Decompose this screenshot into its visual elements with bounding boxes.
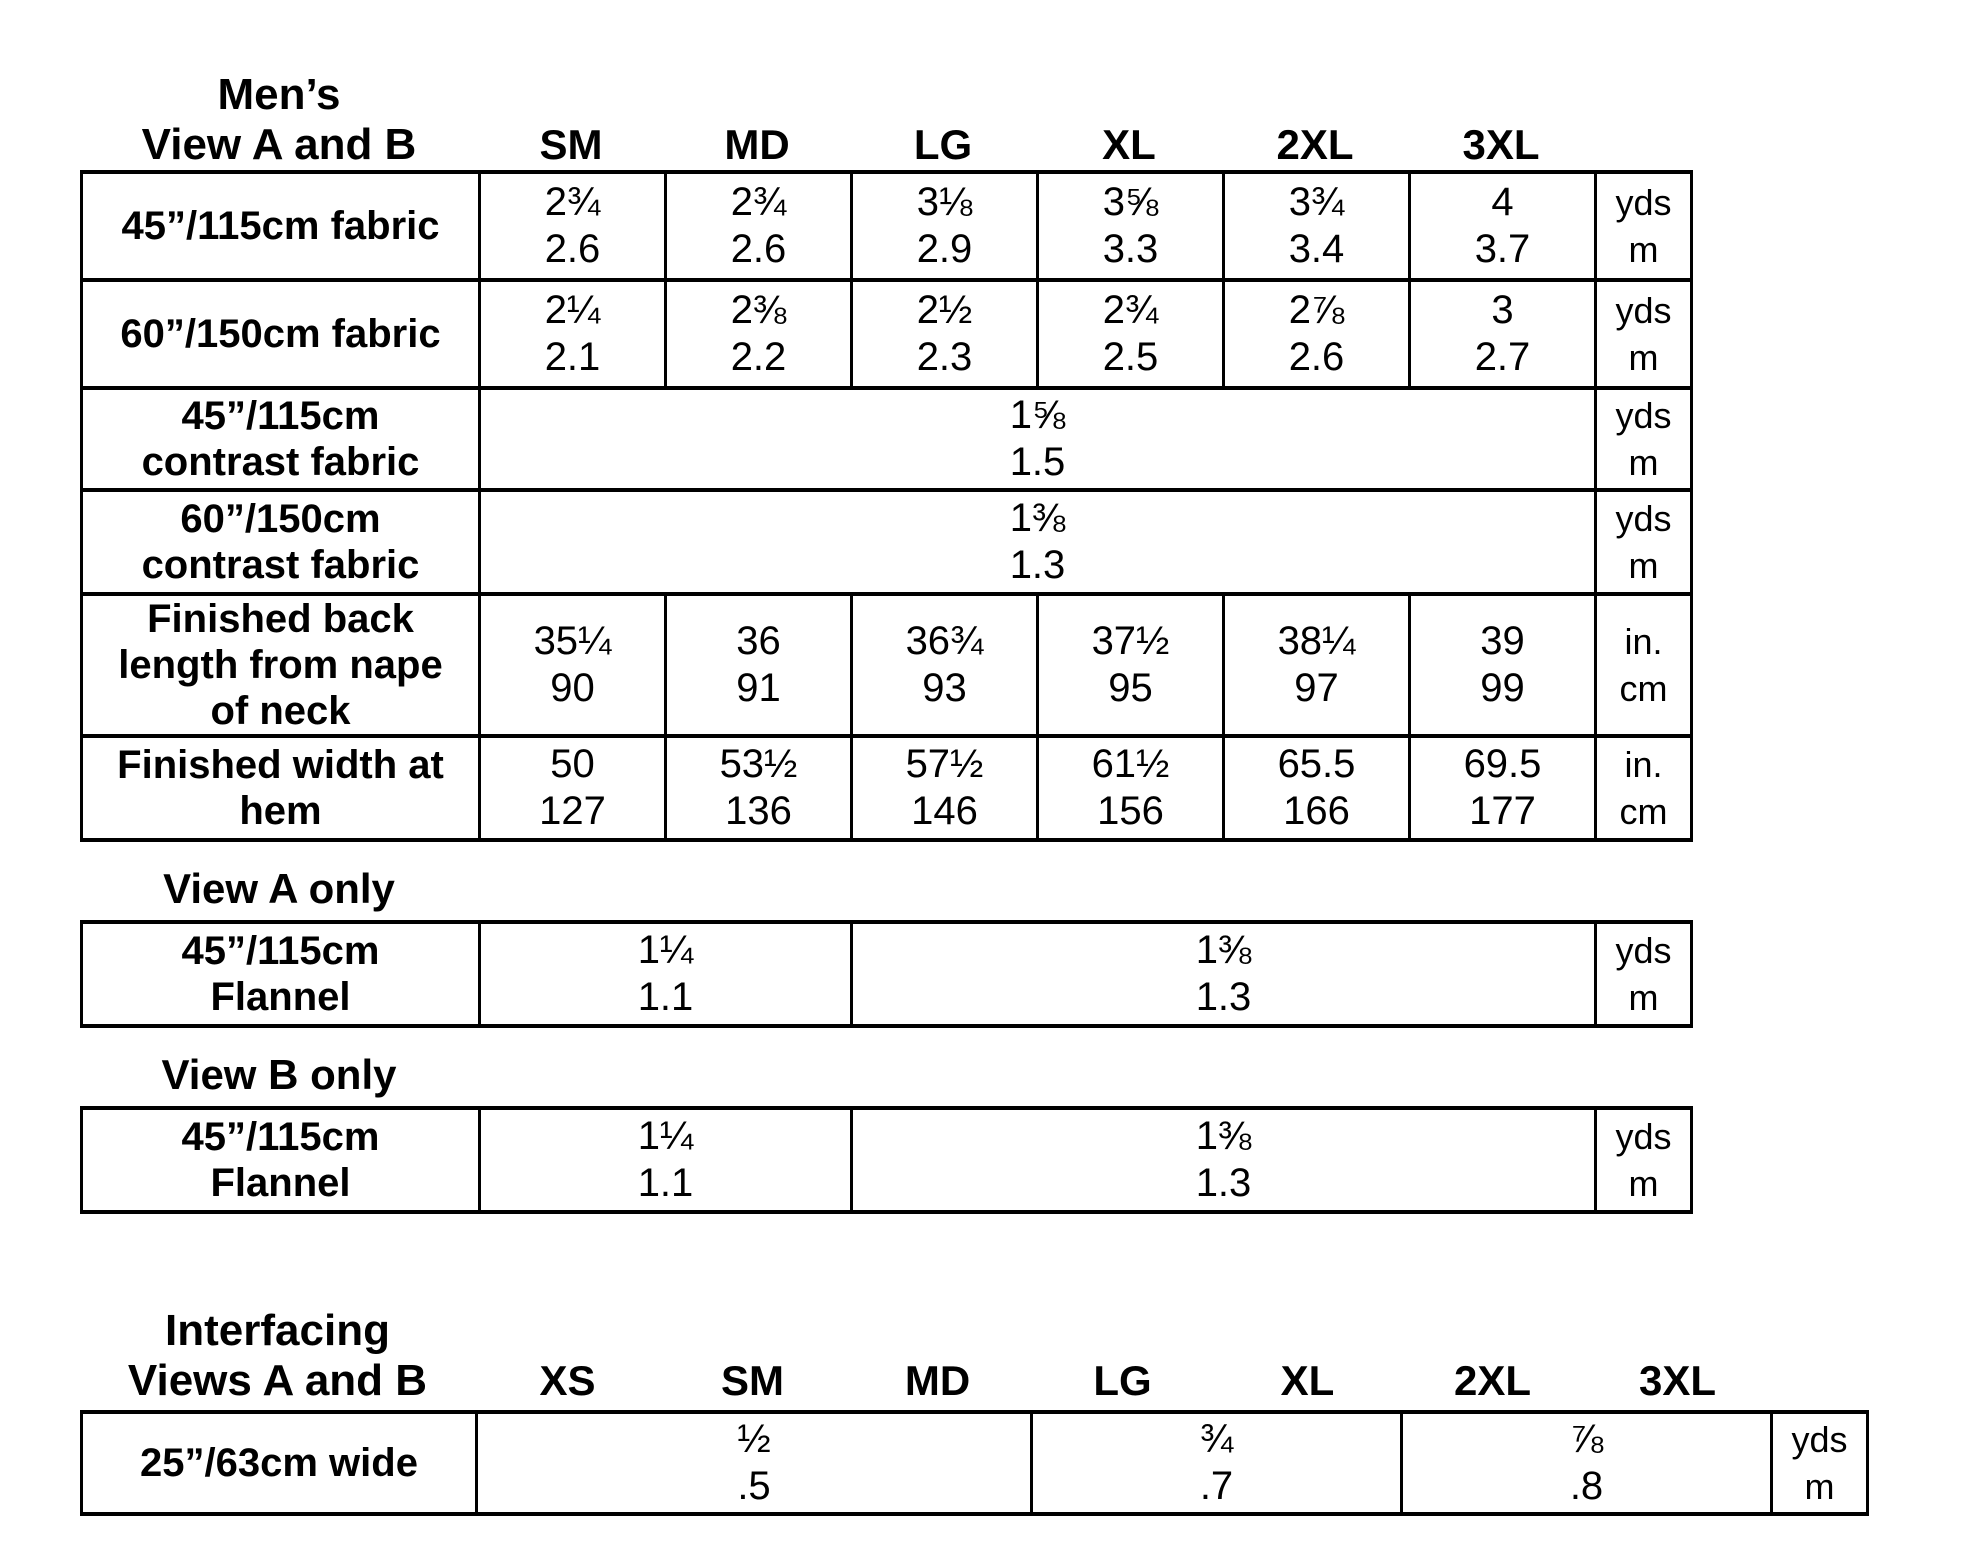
yardage-cell-sm-md [480,1108,852,1212]
yardage-cell-lg-xl [1032,1412,1402,1514]
in-value: 61½ [1091,742,1170,786]
unit-cm: cm [1619,791,1668,832]
interfacing-title-line2: Views A and B [127,1356,428,1405]
row-label [82,388,480,490]
view-b-heading: View B only [161,1051,397,1098]
unit-yds: yds [1615,498,1672,539]
units-cell [1596,594,1692,736]
size-header-xl: XL [1280,1357,1335,1404]
yds-value: 3¾ [1288,180,1345,224]
size-header-2xl: 2XL [1276,121,1354,168]
yds-value: 3 [1491,288,1514,332]
size-header-lg: LG [1093,1357,1152,1404]
m-value: .8 [1569,1464,1604,1508]
yardage-cell [852,172,1038,280]
in-value: 37½ [1091,619,1170,663]
row-label: 25”/63cm wide [82,1412,477,1514]
yardage-cell-2xl-3xl [1402,1412,1772,1514]
unit-yds: yds [1615,395,1672,436]
unit-m: m [1628,337,1659,378]
measure-cell [1410,594,1596,736]
m-value: 1.1 [637,1161,694,1205]
row-contrast-45 [82,388,1692,490]
cm-value: 146 [911,789,978,833]
row-label-line: length from nape [118,643,443,687]
yardage-cell [666,280,852,388]
unit-m: m [1628,1163,1659,1204]
row-back-length [82,594,1692,736]
measure-cell [852,736,1038,840]
measure-cell [480,736,666,840]
m-value: 3.4 [1288,227,1345,271]
units-cell [1596,490,1692,594]
row-label-line: Finished back [147,597,414,641]
row-label-line: of neck [210,689,351,733]
size-header-sm: SM [539,121,603,168]
m-value: 2.6 [730,227,787,271]
interfacing-header-row [80,1356,1940,1406]
unit-m: m [1804,1466,1835,1507]
measure-cell [1410,736,1596,840]
row-label-line: 60”/150cm [180,497,381,541]
in-value: 69.5 [1463,742,1542,786]
yds-value: 1¼ [637,928,694,972]
in-value: 57½ [905,742,984,786]
row-interfacing [82,1412,1868,1514]
yds-value: 1⅜ [1009,496,1066,540]
size-header-md: MD [724,121,790,168]
unit-m: m [1628,229,1659,270]
mens-title-block [80,70,478,170]
m-value: 1.3 [1195,1161,1252,1205]
m-value: 2.5 [1102,335,1159,379]
m-value: 1.3 [1009,543,1066,587]
measure-cell [666,736,852,840]
row-label [82,736,480,840]
m-value: 2.6 [1288,335,1345,379]
mens-title-line2: View A and B [141,120,417,169]
mens-title-line1: Men’s [217,70,341,119]
row-flannel-a [82,922,1692,1026]
size-header-xl: XL [1102,121,1156,168]
unit-yds: yds [1615,930,1672,971]
yds-value: 1¼ [637,1114,694,1158]
row-fabric-45 [82,172,1692,280]
in-value: 65.5 [1277,742,1356,786]
cm-value: 136 [725,789,792,833]
cm-value: 95 [1108,666,1153,710]
m-value: 2.7 [1474,335,1531,379]
in-value: 38¼ [1277,619,1356,663]
row-label-line: Flannel [210,975,351,1019]
yardage-cell-xs-md [477,1412,1032,1514]
cm-value: 99 [1480,666,1525,710]
measure-cell [852,594,1038,736]
row-label [82,490,480,594]
m-value: 2.6 [544,227,601,271]
interfacing-title-line1: Interfacing [165,1306,390,1355]
m-value: .7 [1199,1464,1234,1508]
cm-value: 127 [539,789,606,833]
m-value: 3.7 [1474,227,1531,271]
yardage-cell-merged [480,490,1596,594]
cm-value: 90 [550,666,595,710]
yds-value: 2⅜ [730,288,787,332]
size-header-2xl: 2XL [1453,1357,1532,1404]
unit-in: in. [1624,744,1663,785]
row-fabric-60 [82,280,1692,388]
row-label-line: contrast fabric [141,440,420,484]
in-value: 36¾ [905,619,984,663]
row-label-line: Finished width at [117,743,444,787]
cm-value: 97 [1294,666,1339,710]
size-header-3xl: 3XL [1462,121,1540,168]
row-label [82,1108,480,1212]
yardage-cell [666,172,852,280]
size-header-3xl: 3XL [1638,1357,1717,1404]
yds-value: 2¾ [544,180,601,224]
units-cell [1596,280,1692,388]
yardage-cell [1224,172,1410,280]
yds-value: ⅞ [1569,1417,1604,1461]
yds-value: 2⅞ [1288,288,1345,332]
unit-yds: yds [1615,290,1672,331]
cm-value: 93 [922,666,967,710]
cm-value: 156 [1097,789,1164,833]
in-value: 53½ [719,742,798,786]
measure-cell [1038,594,1224,736]
measure-cell [1038,736,1224,840]
mens-header-row [80,70,1940,170]
unit-cm: cm [1619,668,1668,709]
yardage-cell [480,280,666,388]
yardage-cell [1410,172,1596,280]
yardage-cell-merged [480,388,1596,490]
row-label [82,922,480,1026]
m-value: .5 [737,1464,771,1508]
measure-cell [480,594,666,736]
pattern-yardage-sheet [80,70,1940,1516]
mens-yardage-table [80,170,1693,842]
view-a-table [80,920,1693,1028]
yds-value: 2¾ [1102,288,1159,332]
size-header-sm: SM [721,1357,784,1404]
row-label-line: contrast fabric [141,543,420,587]
m-value: 2.2 [730,335,787,379]
row-contrast-60 [82,490,1692,594]
row-flannel-b [82,1108,1692,1212]
yardage-cell [1038,280,1224,388]
yds-value: 4 [1491,180,1514,224]
unit-yds: yds [1615,182,1672,223]
units-cell [1596,172,1692,280]
yardage-cell [1224,280,1410,388]
measure-cell [1224,594,1410,736]
size-header-xs: XS [539,1357,596,1404]
units-cell [1596,1108,1692,1212]
yardage-cell-lg-3xl [852,1108,1596,1212]
view-b-table [80,1106,1693,1214]
row-label-line: 45”/115cm [181,1115,380,1159]
m-value: 3.3 [1102,227,1159,271]
view-a-heading: View A only [163,865,395,912]
size-header-lg: LG [913,121,973,168]
units-cell [1596,388,1692,490]
yardage-cell [480,172,666,280]
row-label: 45”/115cm fabric [82,172,480,280]
measure-cell [666,594,852,736]
row-label-line: 45”/115cm [181,929,380,973]
m-value: 2.1 [544,335,601,379]
unit-m: m [1628,977,1659,1018]
row-label: 60”/150cm fabric [82,280,480,388]
cm-value: 166 [1283,789,1350,833]
units-cell [1596,922,1692,1026]
unit-m: m [1628,545,1659,586]
row-label-line: hem [239,789,322,833]
units-cell [1772,1412,1868,1514]
in-value: 36 [736,619,781,663]
yardage-cell-lg-3xl [852,922,1596,1026]
m-value: 1.5 [1009,440,1066,484]
unit-in: in. [1624,621,1663,662]
m-value: 2.3 [916,335,973,379]
row-label [82,594,480,736]
in-value: 39 [1480,619,1525,663]
unit-yds: yds [1615,1116,1672,1157]
yds-value: 1⅝ [1009,393,1066,437]
in-value: 35¼ [533,619,612,663]
yds-value: 3⅛ [916,180,973,224]
yds-value: ½ [737,1417,771,1461]
unit-m: m [1628,442,1659,483]
yds-value: 2¼ [544,288,601,332]
interfacing-section [80,1306,1940,1516]
cm-value: 177 [1469,789,1536,833]
yds-value: 1⅜ [1195,1114,1252,1158]
yds-value: 1⅜ [1195,928,1252,972]
row-label-line: 45”/115cm [181,394,380,438]
m-value: 1.1 [637,975,694,1019]
interfacing-table [80,1410,1869,1516]
row-hem-width [82,736,1692,840]
unit-yds: yds [1791,1419,1848,1460]
units-cell [1596,736,1692,840]
cm-value: 91 [736,666,781,710]
yardage-cell-sm-md [480,922,852,1026]
size-header-md: MD [904,1357,971,1404]
yardage-cell [1038,172,1224,280]
yds-value: 2½ [916,288,973,332]
yardage-cell [1410,280,1596,388]
m-value: 1.3 [1195,975,1252,1019]
yds-value: 2¾ [730,180,787,224]
measure-cell [1224,736,1410,840]
m-value: 2.9 [916,227,973,271]
row-label-line: Flannel [210,1161,351,1205]
yds-value: ¾ [1199,1417,1234,1461]
in-value: 50 [550,742,595,786]
yds-value: 3⅝ [1102,180,1159,224]
yardage-cell [852,280,1038,388]
